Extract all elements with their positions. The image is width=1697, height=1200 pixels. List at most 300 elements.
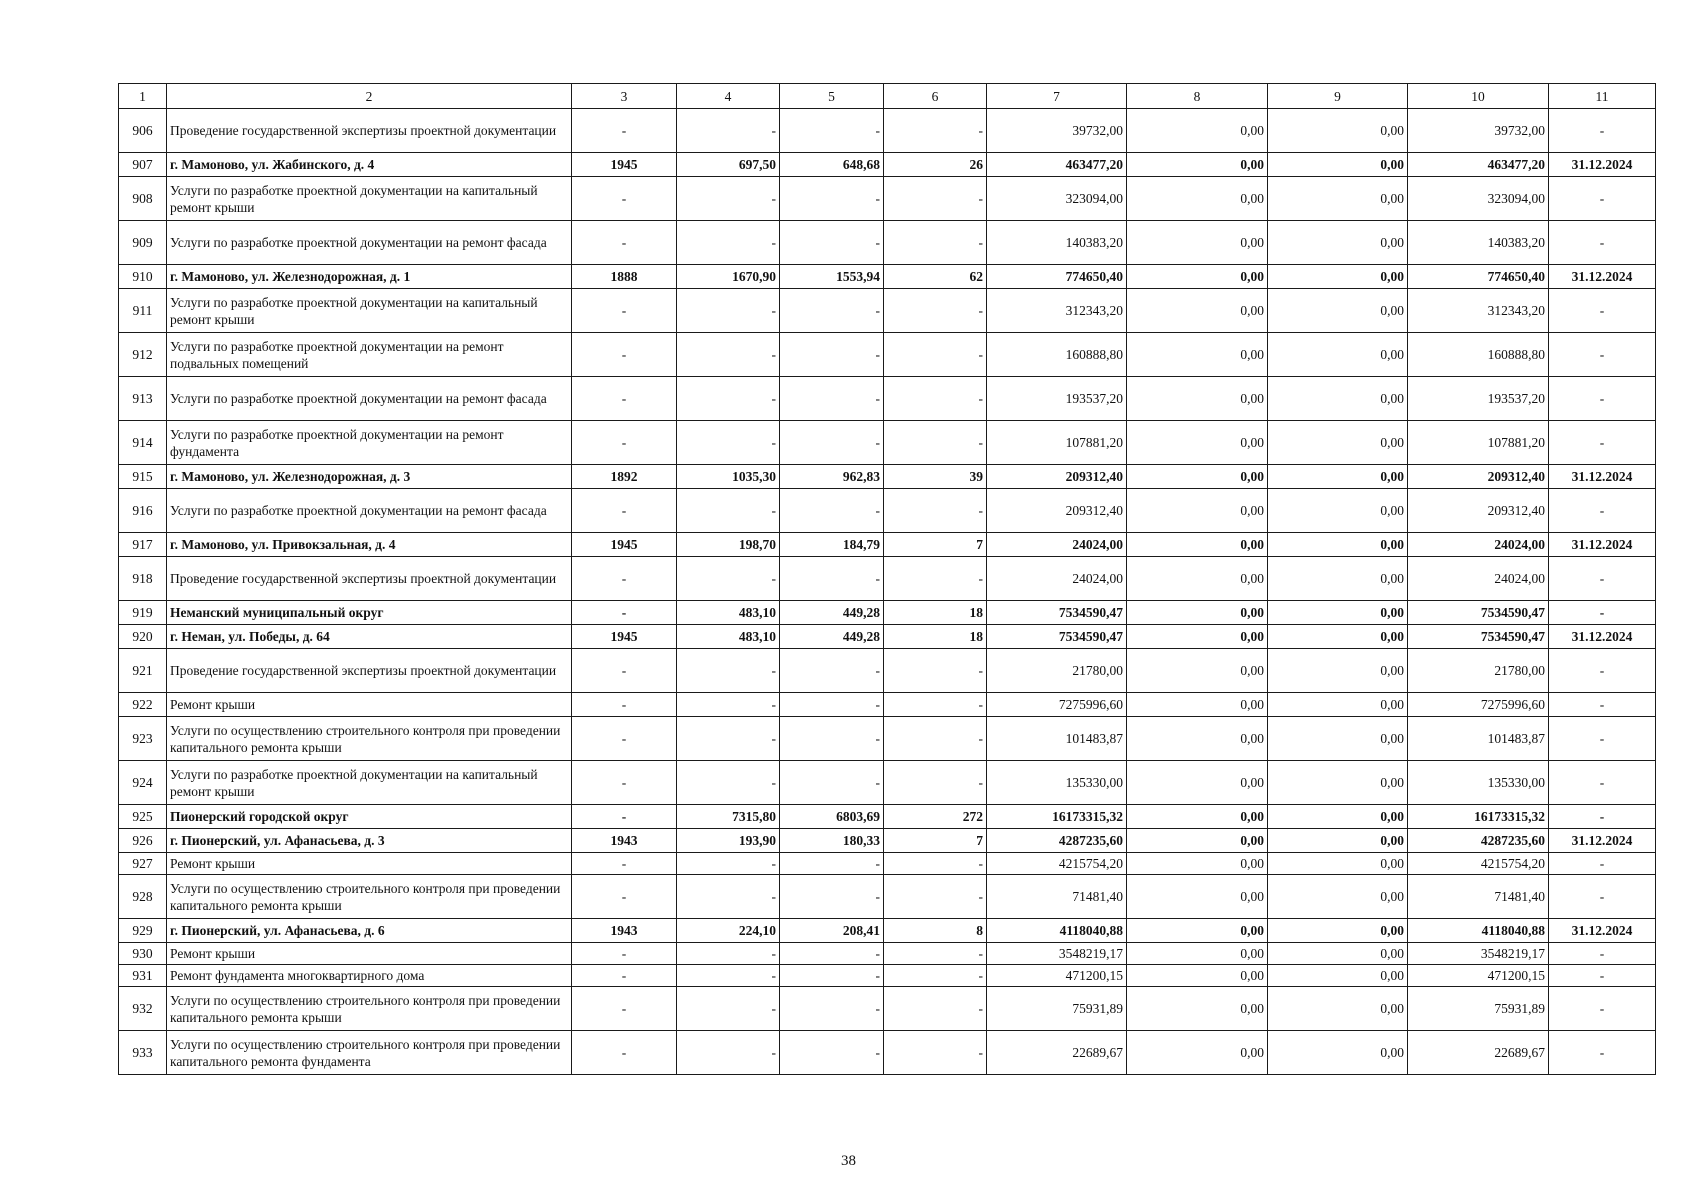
area-living-cell: - (780, 853, 884, 875)
table-row (119, 221, 1656, 265)
cost-owners-cell: 140383,20 (1408, 221, 1549, 265)
cost-total-cell: 24024,00 (987, 533, 1127, 557)
row-number-cell: 921 (119, 649, 167, 693)
cost-owners-cell: 4215754,20 (1408, 853, 1549, 875)
row-number-cell: 912 (119, 333, 167, 377)
cost-fund-1-cell: 0,00 (1127, 465, 1268, 489)
description-cell: Услуги по разработке проектной документации на ремонт фасада (167, 221, 572, 265)
row-number-cell: 923 (119, 717, 167, 761)
description-cell: Ремонт крыши (167, 853, 572, 875)
year-cell: - (572, 875, 677, 919)
year-cell: - (572, 489, 677, 533)
completion-date-cell: - (1549, 943, 1656, 965)
cost-fund-1-cell: 0,00 (1127, 221, 1268, 265)
residents-cell: 8 (884, 919, 987, 943)
row-number-cell: 925 (119, 805, 167, 829)
cost-total-cell: 4287235,60 (987, 829, 1127, 853)
completion-date-cell: - (1549, 489, 1656, 533)
year-cell: - (572, 853, 677, 875)
area-total-cell: - (677, 875, 780, 919)
year-cell: 1945 (572, 625, 677, 649)
cost-owners-cell: 312343,20 (1408, 289, 1549, 333)
row-number-cell: 918 (119, 557, 167, 601)
completion-date-cell: - (1549, 601, 1656, 625)
cost-fund-2-cell: 0,00 (1268, 265, 1408, 289)
description-cell: Проведение государственной экспертизы проектной документации (167, 109, 572, 153)
description-cell: г. Мамоново, ул. Жабинского, д. 4 (167, 153, 572, 177)
table-row (119, 465, 1656, 489)
residents-cell: 26 (884, 153, 987, 177)
area-living-cell: - (780, 421, 884, 465)
cost-total-cell: 4118040,88 (987, 919, 1127, 943)
cost-fund-1-cell: 0,00 (1127, 289, 1268, 333)
column-header-10: 10 (1408, 84, 1549, 109)
cost-owners-cell: 4118040,88 (1408, 919, 1549, 943)
residents-cell: - (884, 943, 987, 965)
table-row (119, 875, 1656, 919)
cost-fund-2-cell: 0,00 (1268, 1031, 1408, 1075)
cost-fund-2-cell: 0,00 (1268, 421, 1408, 465)
area-total-cell: - (677, 333, 780, 377)
description-cell: Услуги по разработке проектной документации на ремонт фасада (167, 489, 572, 533)
year-cell: - (572, 987, 677, 1031)
residents-cell: - (884, 377, 987, 421)
completion-date-cell: 31.12.2024 (1549, 265, 1656, 289)
cost-fund-2-cell: 0,00 (1268, 919, 1408, 943)
cost-total-cell: 7534590,47 (987, 601, 1127, 625)
residents-cell: - (884, 853, 987, 875)
year-cell: - (572, 289, 677, 333)
cost-owners-cell: 39732,00 (1408, 109, 1549, 153)
cost-owners-cell: 7534590,47 (1408, 601, 1549, 625)
cost-total-cell: 24024,00 (987, 557, 1127, 601)
area-total-cell: - (677, 489, 780, 533)
cost-owners-cell: 4287235,60 (1408, 829, 1549, 853)
description-cell: Проведение государственной экспертизы проектной документации (167, 557, 572, 601)
area-living-cell: - (780, 221, 884, 265)
residents-cell: 62 (884, 265, 987, 289)
cost-total-cell: 140383,20 (987, 221, 1127, 265)
area-living-cell: 180,33 (780, 829, 884, 853)
area-total-cell: - (677, 853, 780, 875)
completion-date-cell: 31.12.2024 (1549, 919, 1656, 943)
residents-cell: - (884, 109, 987, 153)
table-row (119, 717, 1656, 761)
residents-cell: - (884, 333, 987, 377)
cost-fund-1-cell: 0,00 (1127, 805, 1268, 829)
description-cell: Услуги по осуществлению строительного контроля при проведении капитального ремонта крыши (167, 875, 572, 919)
table-row (119, 649, 1656, 693)
cost-fund-1-cell: 0,00 (1127, 601, 1268, 625)
residents-cell: - (884, 987, 987, 1031)
column-header-1: 1 (119, 84, 167, 109)
row-number-cell: 916 (119, 489, 167, 533)
row-number-cell: 922 (119, 693, 167, 717)
description-cell: г. Пионерский, ул. Афанасьева, д. 6 (167, 919, 572, 943)
table-row (119, 919, 1656, 943)
year-cell: - (572, 693, 677, 717)
completion-date-cell: 31.12.2024 (1549, 153, 1656, 177)
residents-cell: - (884, 289, 987, 333)
cost-fund-1-cell: 0,00 (1127, 625, 1268, 649)
table-row (119, 533, 1656, 557)
residents-cell: 39 (884, 465, 987, 489)
completion-date-cell: - (1549, 875, 1656, 919)
area-living-cell: - (780, 377, 884, 421)
cost-fund-2-cell: 0,00 (1268, 829, 1408, 853)
table-row (119, 987, 1656, 1031)
area-living-cell: 648,68 (780, 153, 884, 177)
year-cell: - (572, 717, 677, 761)
cost-total-cell: 3548219,17 (987, 943, 1127, 965)
year-cell: 1945 (572, 153, 677, 177)
year-cell: 1892 (572, 465, 677, 489)
table-row (119, 289, 1656, 333)
year-cell: - (572, 1031, 677, 1075)
cost-fund-1-cell: 0,00 (1127, 557, 1268, 601)
completion-date-cell: - (1549, 717, 1656, 761)
residents-cell: 18 (884, 625, 987, 649)
cost-fund-1-cell: 0,00 (1127, 265, 1268, 289)
cost-owners-cell: 3548219,17 (1408, 943, 1549, 965)
area-living-cell: - (780, 649, 884, 693)
row-number-cell: 928 (119, 875, 167, 919)
row-number-cell: 924 (119, 761, 167, 805)
description-cell: Услуги по разработке проектной документации на капитальный ремонт крыши (167, 761, 572, 805)
column-header-3: 3 (572, 84, 677, 109)
cost-total-cell: 774650,40 (987, 265, 1127, 289)
residents-cell: - (884, 1031, 987, 1075)
table-row (119, 693, 1656, 717)
cost-owners-cell: 135330,00 (1408, 761, 1549, 805)
column-header-5: 5 (780, 84, 884, 109)
description-cell: Проведение государственной экспертизы проектной документации (167, 649, 572, 693)
area-total-cell: - (677, 693, 780, 717)
row-number-cell: 907 (119, 153, 167, 177)
column-header-4: 4 (677, 84, 780, 109)
cost-total-cell: 4215754,20 (987, 853, 1127, 875)
area-living-cell: - (780, 717, 884, 761)
row-number-cell: 911 (119, 289, 167, 333)
area-total-cell: - (677, 987, 780, 1031)
residents-cell: 18 (884, 601, 987, 625)
completion-date-cell: - (1549, 853, 1656, 875)
row-number-cell: 917 (119, 533, 167, 557)
cost-owners-cell: 101483,87 (1408, 717, 1549, 761)
completion-date-cell: - (1549, 289, 1656, 333)
year-cell: 1943 (572, 829, 677, 853)
cost-owners-cell: 209312,40 (1408, 465, 1549, 489)
completion-date-cell: 31.12.2024 (1549, 533, 1656, 557)
cost-fund-1-cell: 0,00 (1127, 109, 1268, 153)
year-cell: - (572, 601, 677, 625)
cost-owners-cell: 774650,40 (1408, 265, 1549, 289)
residents-cell: - (884, 489, 987, 533)
area-total-cell: - (677, 717, 780, 761)
cost-fund-1-cell: 0,00 (1127, 853, 1268, 875)
description-cell: Услуги по разработке проектной документации на ремонт фундамента (167, 421, 572, 465)
description-cell: г. Мамоново, ул. Железнодорожная, д. 1 (167, 265, 572, 289)
area-total-cell: - (677, 289, 780, 333)
description-cell: Ремонт крыши (167, 943, 572, 965)
area-total-cell: 7315,80 (677, 805, 780, 829)
header-row (119, 84, 1656, 109)
cost-fund-2-cell: 0,00 (1268, 533, 1408, 557)
table-row (119, 333, 1656, 377)
cost-fund-2-cell: 0,00 (1268, 649, 1408, 693)
year-cell: - (572, 377, 677, 421)
cost-owners-cell: 7275996,60 (1408, 693, 1549, 717)
area-total-cell: - (677, 421, 780, 465)
area-total-cell: - (677, 377, 780, 421)
description-cell: Услуги по осуществлению строительного контроля при проведении капитального ремонта фундамента (167, 1031, 572, 1075)
description-cell: Ремонт фундамента многоквартирного дома (167, 965, 572, 987)
cost-fund-2-cell: 0,00 (1268, 965, 1408, 987)
cost-owners-cell: 107881,20 (1408, 421, 1549, 465)
cost-fund-2-cell: 0,00 (1268, 333, 1408, 377)
cost-fund-2-cell: 0,00 (1268, 153, 1408, 177)
cost-owners-cell: 24024,00 (1408, 557, 1549, 601)
area-living-cell: - (780, 943, 884, 965)
completion-date-cell: 31.12.2024 (1549, 465, 1656, 489)
row-number-cell: 930 (119, 943, 167, 965)
completion-date-cell: - (1549, 1031, 1656, 1075)
completion-date-cell: - (1549, 805, 1656, 829)
cost-fund-2-cell: 0,00 (1268, 489, 1408, 533)
cost-fund-2-cell: 0,00 (1268, 557, 1408, 601)
cost-total-cell: 101483,87 (987, 717, 1127, 761)
residents-cell: - (884, 693, 987, 717)
cost-fund-2-cell: 0,00 (1268, 221, 1408, 265)
description-cell: Неманский муниципальный округ (167, 601, 572, 625)
area-total-cell: 1670,90 (677, 265, 780, 289)
completion-date-cell: - (1549, 987, 1656, 1031)
cost-fund-2-cell: 0,00 (1268, 109, 1408, 153)
row-number-cell: 908 (119, 177, 167, 221)
area-total-cell: 198,70 (677, 533, 780, 557)
row-number-cell: 910 (119, 265, 167, 289)
area-living-cell: - (780, 333, 884, 377)
cost-owners-cell: 323094,00 (1408, 177, 1549, 221)
area-total-cell: 193,90 (677, 829, 780, 853)
column-header-8: 8 (1127, 84, 1268, 109)
area-living-cell: - (780, 177, 884, 221)
residents-cell: - (884, 649, 987, 693)
description-cell: Ремонт крыши (167, 693, 572, 717)
cost-fund-1-cell: 0,00 (1127, 649, 1268, 693)
area-living-cell: 6803,69 (780, 805, 884, 829)
year-cell: - (572, 649, 677, 693)
cost-owners-cell: 160888,80 (1408, 333, 1549, 377)
column-header-9: 9 (1268, 84, 1408, 109)
year-cell: - (572, 965, 677, 987)
completion-date-cell: - (1549, 377, 1656, 421)
row-number-cell: 933 (119, 1031, 167, 1075)
cost-total-cell: 323094,00 (987, 177, 1127, 221)
row-number-cell: 915 (119, 465, 167, 489)
row-number-cell: 931 (119, 965, 167, 987)
completion-date-cell: 31.12.2024 (1549, 625, 1656, 649)
year-cell: - (572, 943, 677, 965)
completion-date-cell: 31.12.2024 (1549, 829, 1656, 853)
completion-date-cell: - (1549, 221, 1656, 265)
cost-fund-2-cell: 0,00 (1268, 465, 1408, 489)
table-body (119, 109, 1656, 1075)
cost-fund-1-cell: 0,00 (1127, 693, 1268, 717)
year-cell: - (572, 557, 677, 601)
table-row (119, 489, 1656, 533)
residents-cell: 272 (884, 805, 987, 829)
completion-date-cell: - (1549, 761, 1656, 805)
table-row (119, 625, 1656, 649)
cost-total-cell: 209312,40 (987, 465, 1127, 489)
cost-total-cell: 209312,40 (987, 489, 1127, 533)
cost-total-cell: 312343,20 (987, 289, 1127, 333)
row-number-cell: 920 (119, 625, 167, 649)
cost-fund-1-cell: 0,00 (1127, 533, 1268, 557)
cost-fund-1-cell: 0,00 (1127, 761, 1268, 805)
area-living-cell: - (780, 987, 884, 1031)
cost-fund-1-cell: 0,00 (1127, 943, 1268, 965)
area-total-cell: 483,10 (677, 601, 780, 625)
cost-fund-2-cell: 0,00 (1268, 377, 1408, 421)
description-cell: г. Неман, ул. Победы, д. 64 (167, 625, 572, 649)
cost-owners-cell: 21780,00 (1408, 649, 1549, 693)
area-living-cell: 1553,94 (780, 265, 884, 289)
cost-fund-1-cell: 0,00 (1127, 153, 1268, 177)
description-cell: Услуги по разработке проектной документации на капитальный ремонт крыши (167, 289, 572, 333)
completion-date-cell: - (1549, 421, 1656, 465)
cost-total-cell: 16173315,32 (987, 805, 1127, 829)
completion-date-cell: - (1549, 177, 1656, 221)
year-cell: - (572, 333, 677, 377)
cost-fund-2-cell: 0,00 (1268, 943, 1408, 965)
table-row (119, 965, 1656, 987)
cost-total-cell: 39732,00 (987, 109, 1127, 153)
year-cell: 1888 (572, 265, 677, 289)
table-row (119, 853, 1656, 875)
table-row (119, 177, 1656, 221)
table-row (119, 805, 1656, 829)
description-cell: Пионерский городской округ (167, 805, 572, 829)
cost-total-cell: 22689,67 (987, 1031, 1127, 1075)
area-total-cell: - (677, 943, 780, 965)
row-number-cell: 926 (119, 829, 167, 853)
cost-fund-2-cell: 0,00 (1268, 875, 1408, 919)
area-living-cell: 184,79 (780, 533, 884, 557)
area-total-cell: - (677, 109, 780, 153)
area-living-cell: - (780, 289, 884, 333)
residents-cell: - (884, 875, 987, 919)
cost-owners-cell: 193537,20 (1408, 377, 1549, 421)
year-cell: 1945 (572, 533, 677, 557)
description-cell: г. Мамоново, ул. Привокзальная, д. 4 (167, 533, 572, 557)
table-row (119, 377, 1656, 421)
cost-fund-1-cell: 0,00 (1127, 987, 1268, 1031)
table-row (119, 601, 1656, 625)
cost-fund-1-cell: 0,00 (1127, 717, 1268, 761)
cost-owners-cell: 71481,40 (1408, 875, 1549, 919)
cost-total-cell: 471200,15 (987, 965, 1127, 987)
completion-date-cell: - (1549, 109, 1656, 153)
completion-date-cell: - (1549, 333, 1656, 377)
cost-fund-2-cell: 0,00 (1268, 805, 1408, 829)
row-number-cell: 932 (119, 987, 167, 1031)
area-total-cell: 224,10 (677, 919, 780, 943)
cost-fund-2-cell: 0,00 (1268, 289, 1408, 333)
area-total-cell: 1035,30 (677, 465, 780, 489)
area-total-cell: 483,10 (677, 625, 780, 649)
cost-total-cell: 135330,00 (987, 761, 1127, 805)
table-row (119, 761, 1656, 805)
cost-total-cell: 463477,20 (987, 153, 1127, 177)
column-header-6: 6 (884, 84, 987, 109)
cost-fund-2-cell: 0,00 (1268, 601, 1408, 625)
table-row (119, 265, 1656, 289)
year-cell: 1943 (572, 919, 677, 943)
table-row (119, 557, 1656, 601)
description-cell: Услуги по осуществлению строительного контроля при проведении капитального ремонта крыши (167, 987, 572, 1031)
cost-fund-1-cell: 0,00 (1127, 421, 1268, 465)
residents-cell: 7 (884, 829, 987, 853)
area-living-cell: - (780, 693, 884, 717)
row-number-cell: 906 (119, 109, 167, 153)
area-living-cell: 449,28 (780, 625, 884, 649)
table-row (119, 153, 1656, 177)
completion-date-cell: - (1549, 965, 1656, 987)
cost-fund-1-cell: 0,00 (1127, 377, 1268, 421)
cost-owners-cell: 16173315,32 (1408, 805, 1549, 829)
cost-owners-cell: 209312,40 (1408, 489, 1549, 533)
year-cell: - (572, 761, 677, 805)
cost-fund-2-cell: 0,00 (1268, 853, 1408, 875)
cost-owners-cell: 22689,67 (1408, 1031, 1549, 1075)
cost-fund-1-cell: 0,00 (1127, 965, 1268, 987)
cost-total-cell: 75931,89 (987, 987, 1127, 1031)
row-number-cell: 914 (119, 421, 167, 465)
description-cell: Услуги по разработке проектной документации на ремонт фасада (167, 377, 572, 421)
cost-fund-1-cell: 0,00 (1127, 177, 1268, 221)
year-cell: - (572, 109, 677, 153)
cost-fund-1-cell: 0,00 (1127, 875, 1268, 919)
area-living-cell: - (780, 875, 884, 919)
column-header-11: 11 (1549, 84, 1656, 109)
cost-fund-2-cell: 0,00 (1268, 625, 1408, 649)
area-living-cell: 208,41 (780, 919, 884, 943)
area-total-cell: - (677, 1031, 780, 1075)
area-living-cell: - (780, 965, 884, 987)
area-total-cell: - (677, 557, 780, 601)
row-number-cell: 919 (119, 601, 167, 625)
cost-total-cell: 71481,40 (987, 875, 1127, 919)
description-cell: г. Пионерский, ул. Афанасьева, д. 3 (167, 829, 572, 853)
area-living-cell: - (780, 557, 884, 601)
cost-owners-cell: 463477,20 (1408, 153, 1549, 177)
residents-cell: - (884, 557, 987, 601)
area-total-cell: - (677, 761, 780, 805)
row-number-cell: 909 (119, 221, 167, 265)
cost-fund-2-cell: 0,00 (1268, 987, 1408, 1031)
area-total-cell: 697,50 (677, 153, 780, 177)
cost-total-cell: 193537,20 (987, 377, 1127, 421)
residents-cell: - (884, 761, 987, 805)
cost-owners-cell: 24024,00 (1408, 533, 1549, 557)
table-row (119, 421, 1656, 465)
year-cell: - (572, 421, 677, 465)
residents-cell: 7 (884, 533, 987, 557)
description-cell: Услуги по осуществлению строительного контроля при проведении капитального ремонта крыши (167, 717, 572, 761)
residents-cell: - (884, 965, 987, 987)
